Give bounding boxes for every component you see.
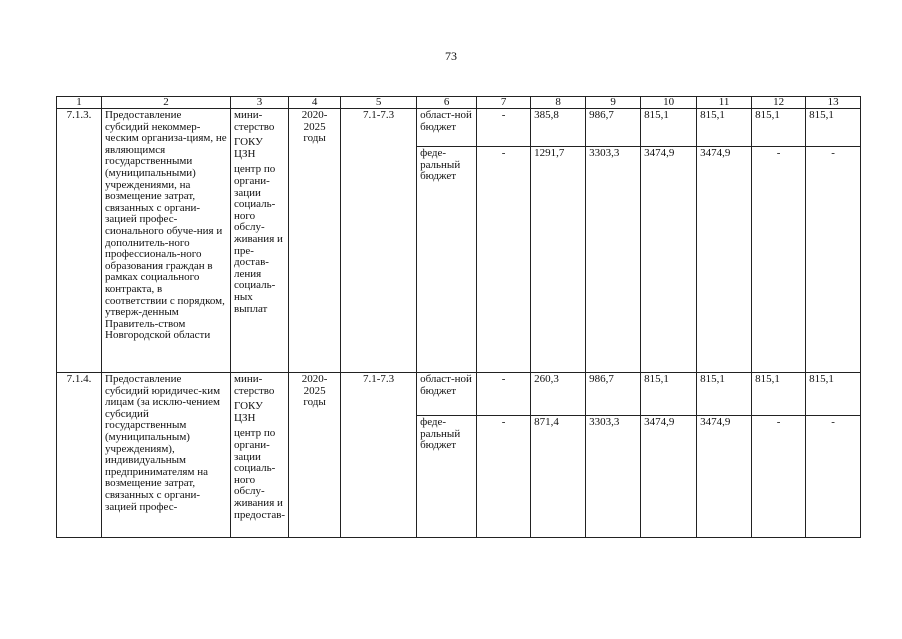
value-cell: 3474,9 (697, 147, 752, 373)
item-number: 7.1.4. (57, 373, 102, 538)
header-cell: 4 (289, 97, 341, 109)
item-name: Предоставление субсидий некоммер-ческим организа-циям, не являющимся государственными (муниципальными) учреждениями, на возмещение затрат, связанных с органи-зацией профес-сионального обуче-ния и дополнитель-ного профессиональ-ного образования граждан в рамках социального контракта, в соответствии с порядком, утверж-денным Правитель-ством Новгородской области (102, 109, 231, 373)
funding-source: област-ной бюджет (417, 109, 477, 147)
value-cell: - (477, 416, 531, 538)
value-cell: 260,3 (531, 373, 586, 416)
value-cell: - (477, 109, 531, 147)
executor-ministry: мини-стерство (234, 373, 275, 397)
item-number: 7.1.3. (57, 109, 102, 373)
value-cell: 3474,9 (697, 416, 752, 538)
value-cell: - (477, 147, 531, 373)
target-indicator: 7.1-7.3 (341, 373, 417, 538)
value-cell: 3474,9 (641, 147, 697, 373)
header-cell: 6 (417, 97, 477, 109)
value-cell: 815,1 (697, 373, 752, 416)
executor-ministry: мини-стерство (234, 109, 275, 133)
header-cell: 11 (697, 97, 752, 109)
period: 2020-2025 годы (289, 373, 341, 538)
header-cell: 8 (531, 97, 586, 109)
value-cell: 986,7 (586, 373, 641, 416)
header-cell: 9 (586, 97, 641, 109)
executors (231, 373, 289, 538)
value-cell: 3474,9 (641, 416, 697, 538)
header-cell: 12 (752, 97, 806, 109)
header-cell: 13 (806, 97, 861, 109)
header-cell: 10 (641, 97, 697, 109)
value-cell: 815,1 (806, 373, 861, 416)
program-table (56, 96, 861, 538)
value-cell: 385,8 (531, 109, 586, 147)
value-cell: 815,1 (752, 109, 806, 147)
value-cell: 815,1 (641, 109, 697, 147)
executor-goku: ГОКУ ЦЗН (234, 400, 263, 424)
item-name: Предоставление субсидий юридичес-ким лицам (за исклю-чением субсидий государственным (муниципальным) учреждениям), индивидуальным предпринимателям на возмещение затрат, связанных с органи-зацией профес- (102, 373, 231, 538)
value-cell: - (806, 147, 861, 373)
funding-source: феде-ральный бюджет (417, 147, 477, 373)
period: 2020-2025 годы (289, 109, 341, 373)
header-cell: 3 (231, 97, 289, 109)
header-cell: 2 (102, 97, 231, 109)
value-cell: 815,1 (806, 109, 861, 147)
value-cell: - (806, 416, 861, 538)
table-row (57, 373, 861, 416)
value-cell: - (477, 373, 531, 416)
header-row (57, 97, 861, 109)
page-number: 73 (445, 49, 457, 63)
value-cell: 815,1 (697, 109, 752, 147)
value-cell: 986,7 (586, 109, 641, 147)
target-indicator: 7.1-7.3 (341, 109, 417, 373)
value-cell: 3303,3 (586, 147, 641, 373)
value-cell: - (752, 416, 806, 538)
header-cell: 7 (477, 97, 531, 109)
executors (231, 109, 289, 373)
funding-source: феде-ральный бюджет (417, 416, 477, 538)
header-cell: 5 (341, 97, 417, 109)
header-cell: 1 (57, 97, 102, 109)
value-cell: 815,1 (752, 373, 806, 416)
executor-center: центр по органи-зации социаль-ного обслу-живания и пре-достав-ления социаль-ных выплат (234, 163, 283, 315)
value-cell: 1291,7 (531, 147, 586, 373)
value-cell: - (752, 147, 806, 373)
executor-center: центр по органи-зации социаль-ного обслу-живания и предостав- (234, 427, 286, 521)
value-cell: 871,4 (531, 416, 586, 538)
table-row (57, 109, 861, 147)
value-cell: 3303,3 (586, 416, 641, 538)
executor-goku: ГОКУ ЦЗН (234, 136, 263, 160)
value-cell: 815,1 (641, 373, 697, 416)
funding-source: област-ной бюджет (417, 373, 477, 416)
